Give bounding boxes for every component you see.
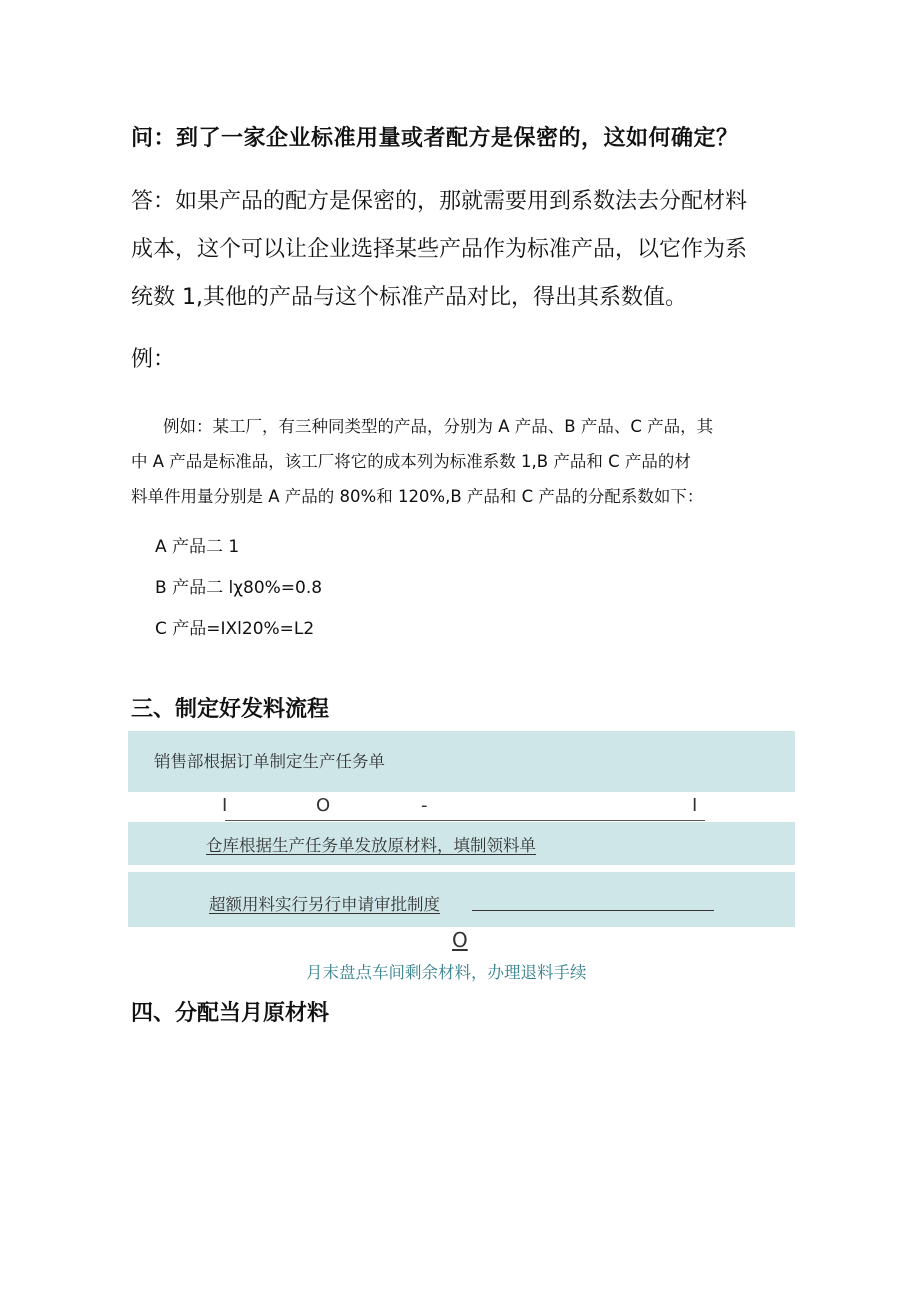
answer-line: 统数 1,其他的产品与这个标准产品对比，得出其系数值。	[131, 285, 687, 310]
flow-step-2-box	[128, 822, 795, 865]
answer-line: 成本，这个可以让企业选择某些产品作为标准产品，以它作为系	[131, 237, 748, 262]
section-4-heading: 四、分配当月原材料	[131, 1001, 330, 1026]
formula-b: B 产品二 lχ80%=0.8	[155, 578, 323, 598]
example-line: 料单件用量分别是 A 产品的 80%和 120%,B 产品和 C 产品的分配系数如下：	[131, 487, 704, 506]
formula-a: A 产品二 1	[155, 537, 240, 557]
flow-connector-line	[225, 820, 705, 821]
answer-paragraph	[131, 178, 791, 322]
flow-step-1-text: 销售部根据订单制定生产任务单	[154, 752, 385, 771]
question-text: 问：到了一家企业标准用量或者配方是保密的，这如何确定？	[131, 126, 739, 151]
flow-symbol: O	[452, 928, 468, 952]
flow-symbol: -	[421, 795, 428, 816]
example-label: 例：	[131, 347, 176, 372]
flow-step-4-text: 月末盘点车间剩余材料，办理退料手续	[306, 963, 587, 982]
flow-symbol: I	[692, 795, 698, 816]
section-3-heading: 三、制定好发料流程	[131, 697, 330, 722]
formula-c: C 产品=IXl20%=L2	[155, 619, 315, 639]
flow-step-1-box	[128, 731, 795, 792]
answer-line: 答：如果产品的配方是保密的，那就需要用到系数法去分配材料	[131, 189, 748, 214]
example-paragraph	[131, 409, 791, 514]
flow-step-3-box	[128, 872, 795, 927]
flow-symbol: O	[316, 795, 331, 816]
flow-step-3-text: 超额用料实行另行申请审批制度	[209, 895, 440, 914]
example-line: 例如：某工厂，有三种同类型的产品，分别为 A 产品、B 产品、C 产品，其	[163, 417, 714, 436]
flow-step-2-text: 仓库根据生产任务单发放原材料，填制领料单	[206, 836, 536, 855]
flow-step-3-fill-line	[472, 910, 714, 911]
flow-symbol: I	[222, 795, 228, 816]
example-line: 中 A 产品是标准品，该工厂将它的成本列为标准系数 1,B 产品和 C 产品的材	[131, 452, 691, 471]
